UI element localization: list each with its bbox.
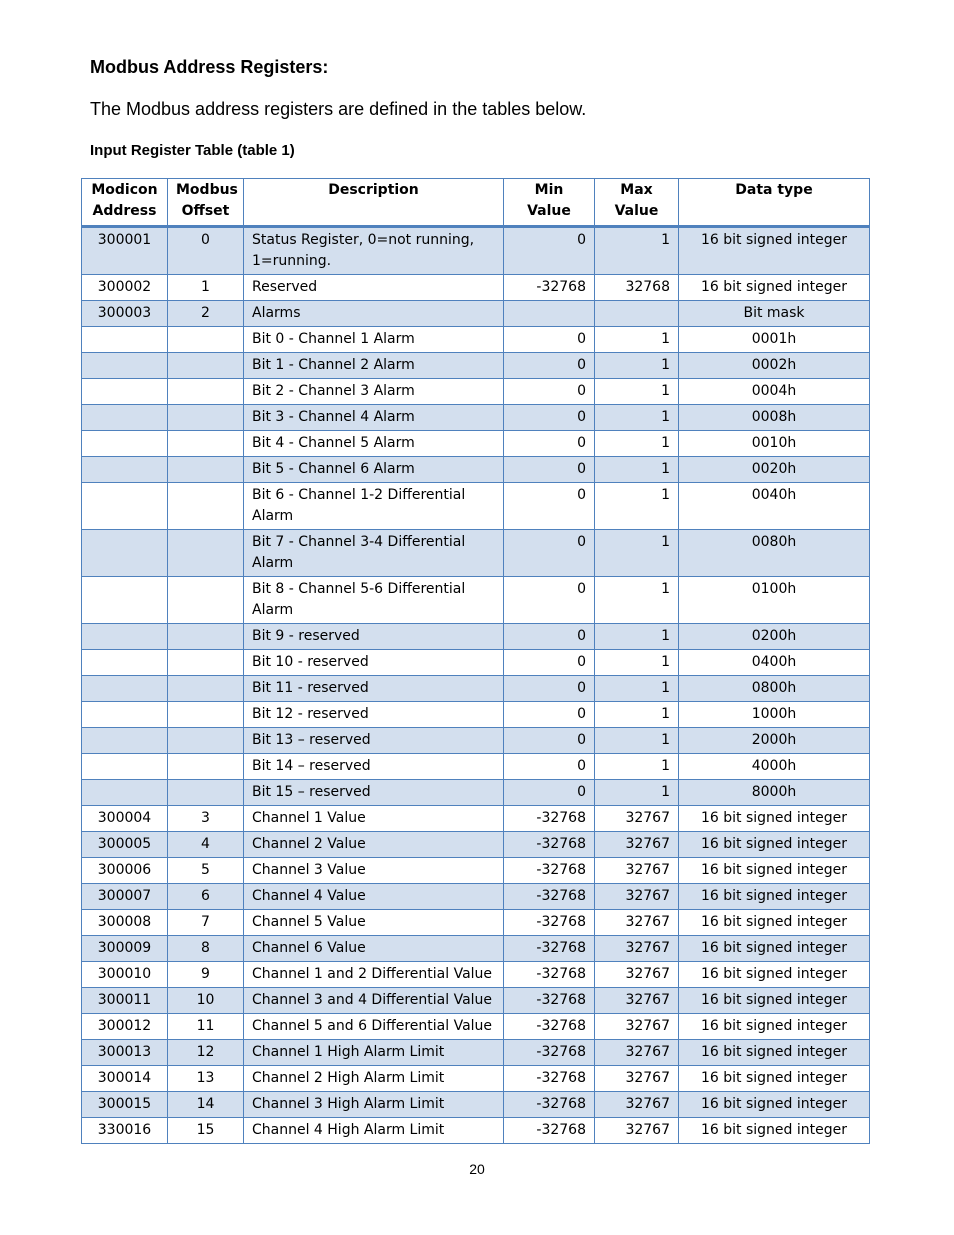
max-value-cell: 32767: [595, 1066, 679, 1092]
table-row: [82, 702, 870, 728]
max-value-cell: 32768: [595, 275, 679, 301]
max-value-cell: 32767: [595, 806, 679, 832]
data-type-cell: 16 bit signed integer: [679, 910, 870, 936]
modicon-address-cell: [82, 754, 168, 780]
modicon-address-cell: [82, 577, 168, 624]
modbus-offset-cell: 6: [168, 884, 244, 910]
min-value-cell: 0: [504, 650, 595, 676]
max-value-cell: 32767: [595, 962, 679, 988]
max-value-cell: 1: [595, 457, 679, 483]
max-value-cell: 1: [595, 624, 679, 650]
max-value-cell: 1: [595, 650, 679, 676]
modicon-address-cell: 300010: [82, 962, 168, 988]
data-type-cell: 16 bit signed integer: [679, 884, 870, 910]
min-value-cell: -32768: [504, 936, 595, 962]
max-value-cell: 1: [595, 702, 679, 728]
modbus-offset-cell: 10: [168, 988, 244, 1014]
min-value-cell: -32768: [504, 988, 595, 1014]
max-value-cell: 32767: [595, 884, 679, 910]
modbus-offset-cell: 7: [168, 910, 244, 936]
data-type-cell: 0400h: [679, 650, 870, 676]
description-cell: Bit 11 - reserved: [244, 676, 504, 702]
table-row: [82, 327, 870, 353]
min-value-cell: -32768: [504, 1092, 595, 1118]
section-heading: Modbus Address Registers:: [90, 57, 329, 77]
description-cell: Bit 8 - Channel 5-6 Differential Alarm: [244, 577, 504, 624]
data-type-cell: 16 bit signed integer: [679, 1118, 870, 1144]
table-row: [82, 379, 870, 405]
table-row: [82, 832, 870, 858]
data-type-cell: 0020h: [679, 457, 870, 483]
description-cell: Channel 3 and 4 Differential Value: [244, 988, 504, 1014]
modbus-offset-cell: 12: [168, 1040, 244, 1066]
data-type-cell: 0002h: [679, 353, 870, 379]
min-value-cell: 0: [504, 379, 595, 405]
modicon-address-cell: [82, 405, 168, 431]
modicon-address-cell: 300003: [82, 301, 168, 327]
modbus-offset-cell: 15: [168, 1118, 244, 1144]
description-cell: Channel 5 Value: [244, 910, 504, 936]
min-value-cell: -32768: [504, 1118, 595, 1144]
modicon-address-cell: [82, 530, 168, 577]
description-cell: Channel 3 Value: [244, 858, 504, 884]
data-type-cell: 16 bit signed integer: [679, 1092, 870, 1118]
modicon-address-cell: 300009: [82, 936, 168, 962]
description-cell: Channel 4 Value: [244, 884, 504, 910]
description-cell: Alarms: [244, 301, 504, 327]
min-value-cell: 0: [504, 457, 595, 483]
table-row: [82, 1066, 870, 1092]
description-cell: Channel 5 and 6 Differential Value: [244, 1014, 504, 1040]
data-type-cell: 8000h: [679, 780, 870, 806]
table-row: [82, 1118, 870, 1144]
description-cell: Channel 1 High Alarm Limit: [244, 1040, 504, 1066]
modbus-offset-cell: 13: [168, 1066, 244, 1092]
description-cell: Bit 5 - Channel 6 Alarm: [244, 457, 504, 483]
description-cell: Channel 4 High Alarm Limit: [244, 1118, 504, 1144]
max-value-cell: 32767: [595, 1040, 679, 1066]
max-value-cell: [595, 301, 679, 327]
min-value-cell: -32768: [504, 910, 595, 936]
modbus-offset-cell: 1: [168, 275, 244, 301]
modbus-offset-cell: 9: [168, 962, 244, 988]
modicon-address-cell: 300012: [82, 1014, 168, 1040]
min-value-cell: 0: [504, 483, 595, 530]
table-row: [82, 962, 870, 988]
modbus-offset-cell: 3: [168, 806, 244, 832]
data-type-cell: 16 bit signed integer: [679, 806, 870, 832]
modbus-offset-cell: [168, 702, 244, 728]
table-row: [82, 405, 870, 431]
min-value-cell: 0: [504, 431, 595, 457]
table-row: [82, 624, 870, 650]
min-value-cell: -32768: [504, 884, 595, 910]
page-number: 20: [469, 1161, 485, 1177]
description-cell: Bit 2 - Channel 3 Alarm: [244, 379, 504, 405]
min-value-cell: 0: [504, 676, 595, 702]
description-cell: Bit 14 – reserved: [244, 754, 504, 780]
max-value-cell: 1: [595, 728, 679, 754]
header-data-type: Data type: [679, 179, 870, 227]
modbus-offset-cell: [168, 353, 244, 379]
min-value-cell: 0: [504, 530, 595, 577]
modbus-offset-cell: [168, 624, 244, 650]
max-value-cell: 1: [595, 577, 679, 624]
data-type-cell: 16 bit signed integer: [679, 988, 870, 1014]
description-cell: Bit 4 - Channel 5 Alarm: [244, 431, 504, 457]
table-row: [82, 275, 870, 301]
data-type-cell: 16 bit signed integer: [679, 858, 870, 884]
data-type-cell: 0100h: [679, 577, 870, 624]
max-value-cell: 32767: [595, 936, 679, 962]
min-value-cell: 0: [504, 405, 595, 431]
min-value-cell: -32768: [504, 858, 595, 884]
modbus-offset-cell: 0: [168, 227, 244, 275]
table-row: [82, 483, 870, 530]
min-value-cell: 0: [504, 227, 595, 275]
description-cell: Channel 1 and 2 Differential Value: [244, 962, 504, 988]
table-row: [82, 936, 870, 962]
modbus-offset-cell: 4: [168, 832, 244, 858]
modicon-address-cell: 300015: [82, 1092, 168, 1118]
max-value-cell: 32767: [595, 1014, 679, 1040]
data-type-cell: 1000h: [679, 702, 870, 728]
max-value-cell: 32767: [595, 988, 679, 1014]
table-title: Input Register Table (table 1): [90, 142, 295, 159]
max-value-cell: 32767: [595, 858, 679, 884]
modicon-address-cell: [82, 728, 168, 754]
modbus-offset-cell: [168, 676, 244, 702]
max-value-cell: 1: [595, 327, 679, 353]
description-cell: Bit 10 - reserved: [244, 650, 504, 676]
header-modbus-offset: Modbus Offset: [168, 179, 244, 227]
table-row: [82, 227, 870, 275]
min-value-cell: 0: [504, 754, 595, 780]
min-value-cell: -32768: [504, 1014, 595, 1040]
data-type-cell: 2000h: [679, 728, 870, 754]
header-description: Description: [244, 179, 504, 227]
modicon-address-cell: 300006: [82, 858, 168, 884]
table-row: [82, 1014, 870, 1040]
max-value-cell: 32767: [595, 910, 679, 936]
table-row: [82, 910, 870, 936]
modbus-offset-cell: [168, 728, 244, 754]
max-value-cell: 1: [595, 780, 679, 806]
min-value-cell: 0: [504, 327, 595, 353]
modbus-offset-cell: 14: [168, 1092, 244, 1118]
modicon-address-cell: [82, 676, 168, 702]
data-type-cell: 0040h: [679, 483, 870, 530]
modbus-offset-cell: [168, 754, 244, 780]
description-cell: Bit 9 - reserved: [244, 624, 504, 650]
data-type-cell: Bit mask: [679, 301, 870, 327]
modicon-address-cell: [82, 431, 168, 457]
data-type-cell: 16 bit signed integer: [679, 1014, 870, 1040]
modicon-address-cell: 300008: [82, 910, 168, 936]
table-row: [82, 858, 870, 884]
modbus-offset-cell: [168, 431, 244, 457]
table-row: [82, 676, 870, 702]
data-type-cell: 16 bit signed integer: [679, 227, 870, 275]
min-value-cell: 0: [504, 728, 595, 754]
modbus-offset-cell: [168, 483, 244, 530]
min-value-cell: [504, 301, 595, 327]
data-type-cell: 0200h: [679, 624, 870, 650]
table-header-row: [82, 179, 870, 227]
max-value-cell: 32767: [595, 832, 679, 858]
min-value-cell: -32768: [504, 275, 595, 301]
table-row: [82, 353, 870, 379]
table-row: [82, 457, 870, 483]
max-value-cell: 32767: [595, 1092, 679, 1118]
description-cell: Channel 6 Value: [244, 936, 504, 962]
table-row: [82, 780, 870, 806]
data-type-cell: 4000h: [679, 754, 870, 780]
data-type-cell: 0001h: [679, 327, 870, 353]
min-value-cell: 0: [504, 577, 595, 624]
modicon-address-cell: 300014: [82, 1066, 168, 1092]
min-value-cell: -32768: [504, 962, 595, 988]
description-cell: Bit 7 - Channel 3-4 Differential Alarm: [244, 530, 504, 577]
table-row: [82, 1092, 870, 1118]
modicon-address-cell: [82, 379, 168, 405]
modicon-address-cell: 300002: [82, 275, 168, 301]
min-value-cell: 0: [504, 780, 595, 806]
header-modicon-address: Modicon Address: [82, 179, 168, 227]
description-cell: Channel 2 High Alarm Limit: [244, 1066, 504, 1092]
max-value-cell: 1: [595, 379, 679, 405]
min-value-cell: -32768: [504, 1040, 595, 1066]
table-row: [82, 754, 870, 780]
min-value-cell: -32768: [504, 806, 595, 832]
modicon-address-cell: 330016: [82, 1118, 168, 1144]
modbus-offset-cell: [168, 530, 244, 577]
max-value-cell: 1: [595, 353, 679, 379]
modicon-address-cell: [82, 702, 168, 728]
table-row: [82, 577, 870, 624]
table-row: [82, 301, 870, 327]
min-value-cell: -32768: [504, 1066, 595, 1092]
table-row: [82, 884, 870, 910]
max-value-cell: 1: [595, 676, 679, 702]
modbus-offset-cell: 5: [168, 858, 244, 884]
description-cell: Bit 6 - Channel 1-2 Differential Alarm: [244, 483, 504, 530]
description-cell: Bit 15 – reserved: [244, 780, 504, 806]
modicon-address-cell: [82, 483, 168, 530]
data-type-cell: 16 bit signed integer: [679, 1040, 870, 1066]
modbus-offset-cell: 2: [168, 301, 244, 327]
description-cell: Reserved: [244, 275, 504, 301]
data-type-cell: 0008h: [679, 405, 870, 431]
data-type-cell: 0004h: [679, 379, 870, 405]
data-type-cell: 0080h: [679, 530, 870, 577]
data-type-cell: 16 bit signed integer: [679, 275, 870, 301]
description-cell: Bit 3 - Channel 4 Alarm: [244, 405, 504, 431]
modbus-offset-cell: [168, 577, 244, 624]
intro-paragraph: The Modbus address registers are defined in the tables below.: [90, 99, 587, 119]
max-value-cell: 1: [595, 227, 679, 275]
modbus-offset-cell: [168, 327, 244, 353]
header-min-value: Min Value: [504, 179, 595, 227]
table-row: [82, 431, 870, 457]
data-type-cell: 0010h: [679, 431, 870, 457]
table-row: [82, 988, 870, 1014]
modbus-offset-cell: 11: [168, 1014, 244, 1040]
header-max-value: Max Value: [595, 179, 679, 227]
description-cell: Bit 1 - Channel 2 Alarm: [244, 353, 504, 379]
modicon-address-cell: [82, 650, 168, 676]
table-body: [82, 227, 870, 1144]
description-cell: Bit 0 - Channel 1 Alarm: [244, 327, 504, 353]
description-cell: Channel 1 Value: [244, 806, 504, 832]
data-type-cell: 16 bit signed integer: [679, 1066, 870, 1092]
modbus-offset-cell: 8: [168, 936, 244, 962]
modbus-offset-cell: [168, 405, 244, 431]
modicon-address-cell: [82, 624, 168, 650]
modicon-address-cell: 300011: [82, 988, 168, 1014]
max-value-cell: 1: [595, 754, 679, 780]
min-value-cell: 0: [504, 353, 595, 379]
modbus-offset-cell: [168, 650, 244, 676]
max-value-cell: 1: [595, 431, 679, 457]
description-cell: Channel 3 High Alarm Limit: [244, 1092, 504, 1118]
data-type-cell: 0800h: [679, 676, 870, 702]
modbus-offset-cell: [168, 379, 244, 405]
modicon-address-cell: [82, 457, 168, 483]
modicon-address-cell: 300005: [82, 832, 168, 858]
table-row: [82, 806, 870, 832]
max-value-cell: 1: [595, 483, 679, 530]
modicon-address-cell: 300013: [82, 1040, 168, 1066]
min-value-cell: -32768: [504, 832, 595, 858]
modicon-address-cell: 300004: [82, 806, 168, 832]
min-value-cell: 0: [504, 624, 595, 650]
max-value-cell: 32767: [595, 1118, 679, 1144]
max-value-cell: 1: [595, 530, 679, 577]
description-cell: Channel 2 Value: [244, 832, 504, 858]
max-value-cell: 1: [595, 405, 679, 431]
table-row: [82, 530, 870, 577]
table-row: [82, 1040, 870, 1066]
min-value-cell: 0: [504, 702, 595, 728]
data-type-cell: 16 bit signed integer: [679, 936, 870, 962]
modicon-address-cell: 300007: [82, 884, 168, 910]
description-cell: Bit 13 – reserved: [244, 728, 504, 754]
input-register-table: [81, 178, 870, 1144]
modbus-offset-cell: [168, 780, 244, 806]
modicon-address-cell: [82, 353, 168, 379]
table-row: [82, 728, 870, 754]
data-type-cell: 16 bit signed integer: [679, 832, 870, 858]
modicon-address-cell: [82, 327, 168, 353]
table-row: [82, 650, 870, 676]
data-type-cell: 16 bit signed integer: [679, 962, 870, 988]
description-cell: Status Register, 0=not running, 1=running.: [244, 227, 504, 275]
modicon-address-cell: 300001: [82, 227, 168, 275]
modicon-address-cell: [82, 780, 168, 806]
description-cell: Bit 12 - reserved: [244, 702, 504, 728]
modbus-offset-cell: [168, 457, 244, 483]
